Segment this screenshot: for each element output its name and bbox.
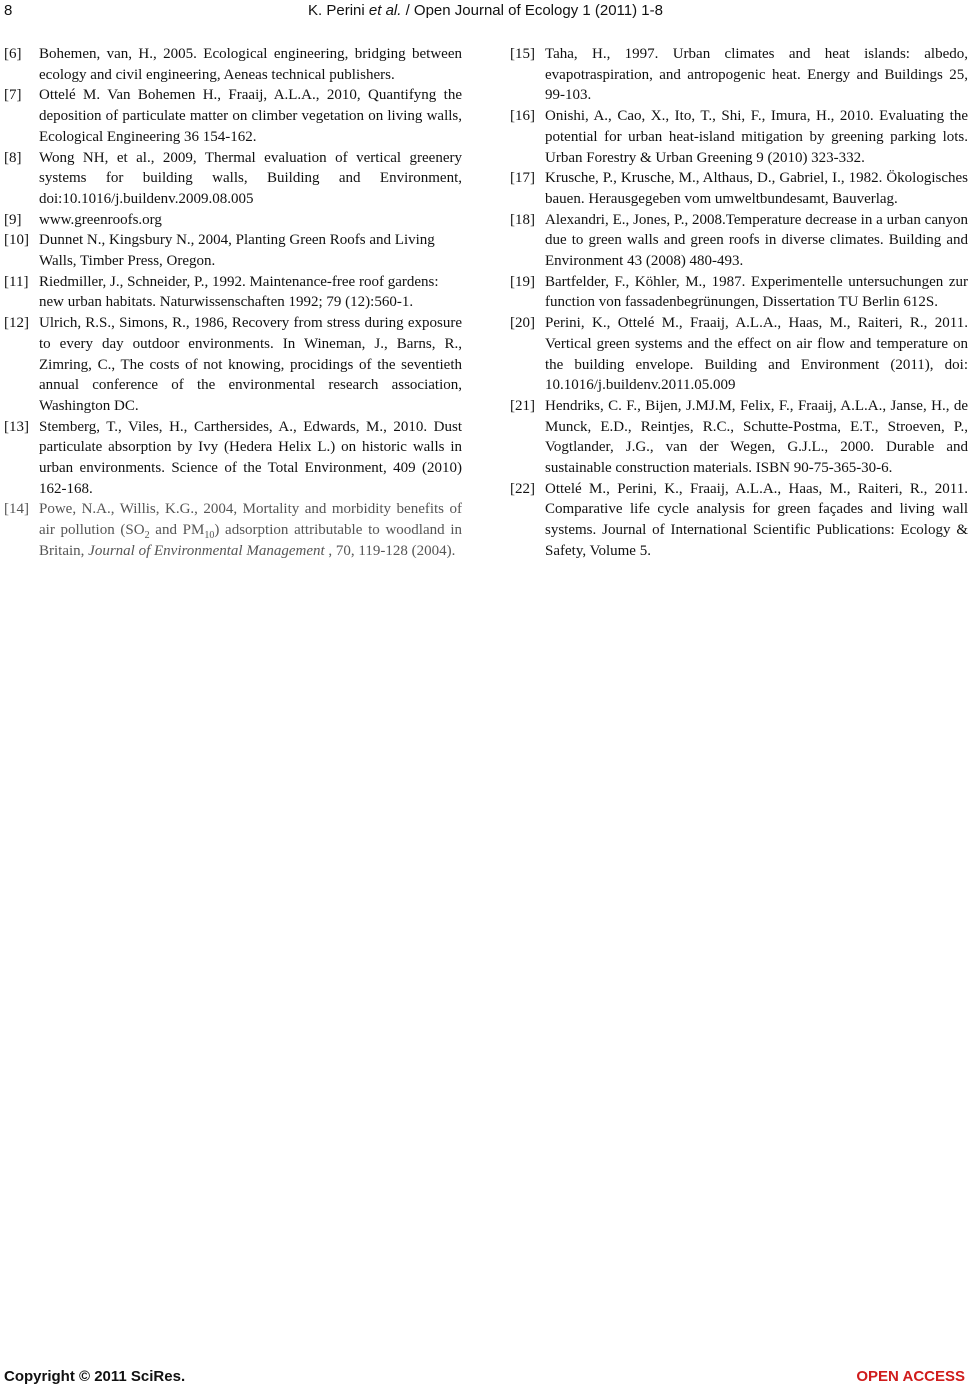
running-head-etal: et al.: [368, 2, 402, 19]
running-head: [0, 2, 971, 19]
journal-name: Journal of Environmental Management: [88, 542, 325, 559]
reference-text: Riedmiller, J., Schneider, P., 1992. Maintenance-free roof gardens: new urban habitats. Naturwissenschaften 1992; 79 (12):560-1.: [39, 273, 439, 311]
references-right-column: [510, 44, 968, 562]
subscript: 2: [144, 530, 150, 542]
reference-item: [510, 44, 968, 106]
reference-text-part: ) adsorption attributable to woodland in Britain,: [39, 522, 462, 559]
reference-text: Taha, H., 1997. Urban climates and heat islands: albedo, evapotraspiration, and antropogenic heat. Energy and Buildings 25, 99-103.: [545, 46, 968, 104]
reference-text: Perini, K., Ottelé M., Fraaij, A.L.A., Haas, M., Raiteri, R., 2011. Vertical green systems and the effect on air flow and temperature on the building envelope. Building and Environment (2011), doi: 10.1016/j.buildenv.2011.05.009: [545, 315, 968, 394]
reference-text-part: , 70, 119-128 (2004).: [324, 542, 456, 559]
reference-item: [4, 210, 462, 231]
reference-item: [510, 272, 968, 313]
reference-item: [4, 44, 462, 85]
page-header: [0, 0, 971, 24]
reference-item: [4, 417, 462, 500]
reference-item: [4, 148, 462, 210]
reference-number: [6]: [4, 46, 22, 62]
page-footer: [0, 1366, 971, 1388]
open-access-label: OPEN ACCESS: [856, 1368, 965, 1385]
reference-number: [8]: [4, 149, 22, 166]
reference-item: [510, 168, 968, 209]
reference-text: [39, 501, 462, 558]
reference-number: [11]: [4, 273, 29, 290]
reference-text: Hendriks, C. F., Bijen, J.MJ.M, Felix, F., Fraaij, A.L.A., Janse, H., de Munck, E.D., Reintjes, R.C., Schutte-Postma, E.T., Stroeven, P., Vogtlander, J.G., van der Wegen, G.J.L., 2000. Durable and sustainable construction materials. ISBN 90-75-365-30-6.: [545, 397, 968, 477]
running-head-journal: / Open Journal of Ecology 1 (2011) 1-8: [401, 2, 663, 19]
reference-number: [15]: [510, 46, 535, 62]
reference-text-part: and PM: [149, 522, 205, 539]
reference-item: [4, 230, 462, 271]
reference-item: [510, 479, 968, 562]
reference-number: [16]: [510, 108, 535, 125]
reference-text: Dunnet N., Kingsbury N., 2004, Planting Green Roofs and Living Walls, Timber Press, Oregon.: [39, 232, 435, 270]
reference-item: [510, 210, 968, 272]
reference-text: Bohemen, van, H., 2005. Ecological engineering, bridging between ecology and civil engineering, Aeneas technical publishers.: [39, 46, 462, 83]
reference-text: Krusche, P., Krusche, M., Althaus, D., Gabriel, I., 1982. Ökologisches bauen. Herausgegeben vom umweltbundesamt, Bauverlag.: [545, 170, 968, 207]
references-left-column: [4, 44, 462, 562]
reference-number: [17]: [510, 170, 535, 187]
reference-number: [22]: [510, 480, 535, 497]
reference-number: [10]: [4, 232, 29, 249]
reference-number: [7]: [4, 87, 22, 104]
reference-item: [4, 313, 462, 417]
reference-text-part: Powe, N.A., Willis, K.G., 2004, Mortality and morbidity benefits of air pollution (SO: [39, 501, 462, 539]
reference-text: Stemberg, T., Viles, H., Carthersides, A., Edwards, M., 2010. Dust particulate absorption by Ivy (Hedera Helix L.) on historic walls in urban environments. Science of the Total Environment, 409 (2010) 162-168.: [39, 418, 462, 497]
reference-text: www.greenroofs.org: [39, 211, 162, 228]
reference-number: [13]: [4, 418, 29, 435]
reference-text: Alexandri, E., Jones, P., 2008.Temperature decrease in a urban canyon due to green walls and green roofs in diverse climates. Building and Environment 43 (2008) 480-493.: [545, 211, 968, 270]
reference-number: [19]: [510, 273, 535, 290]
reference-number: [18]: [510, 211, 535, 228]
reference-text: Ulrich, R.S., Simons, R., 1986, Recovery from stress during exposure to every day outdoor environments. In Wineman, J., Barns, R., Zimring, C., The costs of not knowing, procidings of the seventieth annual conference of the environmental research association, Washington DC.: [39, 315, 462, 414]
page-number: 8: [4, 2, 13, 19]
reference-number: [12]: [4, 315, 29, 332]
reference-item: [4, 499, 462, 561]
reference-text: Bartfelder, F., Köhler, M., 1987. Experimentelle untersuchungen zur function von fassadenbegrünungen, Dissertation TU Berlin 612S.: [545, 273, 968, 311]
reference-item: [510, 106, 968, 168]
reference-number: [21]: [510, 397, 535, 414]
reference-text: Wong NH, et al., 2009, Thermal evaluation of vertical greenery systems for building walls, Building and Environment, doi:10.1016/j.buildenv.2009.08.005: [39, 149, 462, 207]
running-head-authors: K. Perini: [308, 2, 369, 19]
reference-item: [4, 85, 462, 147]
reference-number: [20]: [510, 315, 535, 332]
reference-item: [510, 396, 968, 479]
reference-number: [14]: [4, 501, 29, 518]
subscript: 10: [204, 530, 215, 542]
reference-item: [510, 313, 968, 396]
reference-text: Onishi, A., Cao, X., Ito, T., Shi, F., Imura, H., 2010. Evaluating the potential for urban heat-island mitigation by greening parking lots. Urban Forestry & Urban Greening 9 (2010) 323-332.: [545, 108, 968, 166]
reference-text: Ottelé M., Perini, K., Fraaij, A.L.A., Haas, M., Raiteri, R., 2011. Comparative life cycle analysis for green façades and living wall systems. Journal of International Scientific Publications: Ecology & Safety, Volume 5.: [545, 480, 968, 559]
reference-text: Ottelé M. Van Bohemen H., Fraaij, A.L.A., 2010, Quantifyng the deposition of particulate matter on climber vegetation on living walls, Ecological Engineering 36 154-162.: [39, 87, 462, 145]
copyright-notice: Copyright © 2011 SciRes.: [4, 1368, 186, 1385]
reference-number: [9]: [4, 211, 22, 228]
reference-item: [4, 272, 462, 313]
